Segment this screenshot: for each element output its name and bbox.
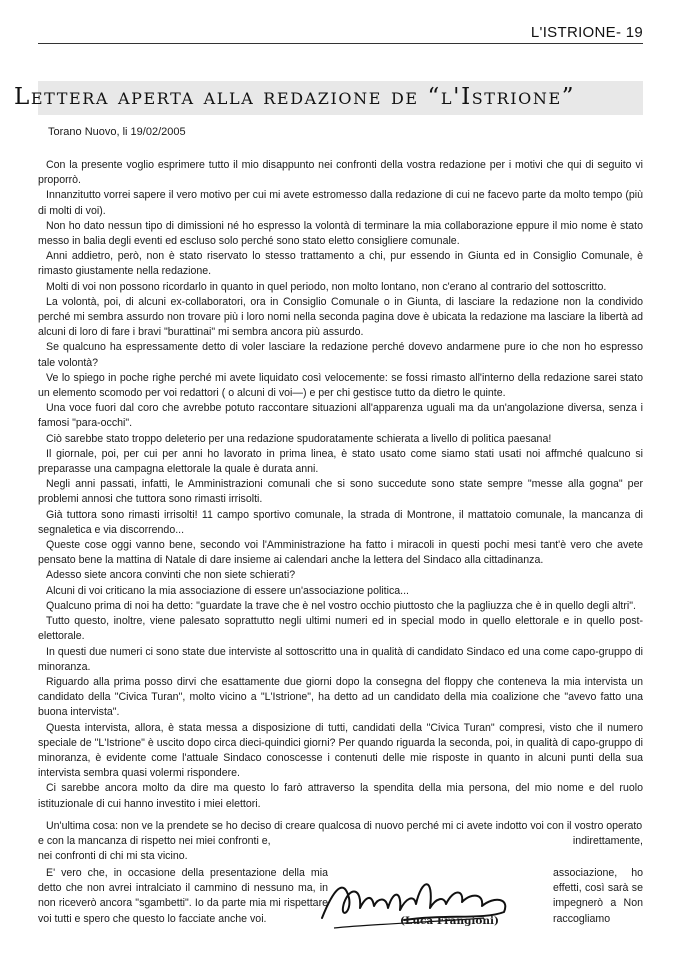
header-rule bbox=[38, 43, 643, 44]
body-paragraph: Se qualcuno ha espressamente detto di voler lasciare la redazione perché dovevo andarmene pure io che non ho espresso tale volontà? bbox=[38, 341, 643, 369]
body-paragraph: Queste cose oggi vanno bene, secondo voi l'Amministrazione ha fatto i miracoli in questi pochi mesi tant'è vero che avete pensato bene la mattina di Natale di dare insieme ai calendari anche la lettera del Sindaco alla cittadinanza. bbox=[38, 539, 643, 567]
body-paragraph: In questi due numeri ci sono state due interviste al sottoscritto una in qualità di candidato Sindaco ed una come capo-gruppo di minoranza. bbox=[38, 645, 643, 673]
body-paragraph: Adesso siete ancora convinti che non siete schierati? bbox=[46, 569, 296, 582]
closing-left-text: E' vero che, in occasione della presentazione della mia detto che non avrei intralciato il cammino di nessuno ma, in non riceverò ancora "sgambetti". Io da parte mia mi rispettare voi tutti e spero che questo lo facciate anche voi. bbox=[38, 867, 328, 925]
body-paragraph: Riguardo alla prima posso dirvi che esattamente due giorni dopo la consegna del floppy che conteneva la mia intervista un candidato della "Civica Turan", molto vicino a "L'Istrione", ha detto ad un candidato della mia coalizione che "avevo fatto una buona intervista". bbox=[38, 675, 643, 719]
body-paragraph: Ci sarebbe ancora molto da dire ma questo lo farò attraverso la spendita della mia persona, del mio nome e del ruolo istituzionale di cui hanno investito i miei elettori. bbox=[38, 782, 643, 810]
letter-date: Torano Nuovo, li 19/02/2005 bbox=[48, 126, 186, 138]
closing-right-column bbox=[553, 866, 643, 927]
body-paragraph: Anni addietro, però, non è stato riservato lo stesso trattamento a chi, pur essendo in Giunta ed in Consiglio Comunale, è rimasto giustamente nella redazione. bbox=[38, 250, 643, 278]
body-paragraph: Con la presente voglio esprimere tutto il mio disappunto nei confronti della vostra redazione per i motivi che qui di seguito vi proporrò. bbox=[38, 159, 643, 187]
body-paragraph: Già tuttora sono rimasti irrisolti! 11 campo sportivo comunale, la strada di Montrone, il mattatoio comunale, la mancanza di segnaletica e via discorrendo... bbox=[38, 508, 643, 536]
body-paragraph: Ve lo spiego in poche righe perché mi avete liquidato così velocemente: se fossi rimasto all'interno della redazione sarei stato un elemento scomodo per voi redattori ( o alcuni di voi—) e per chi gestisce tutto da dietro le quinte. bbox=[38, 371, 643, 400]
article-title: Lettera aperta alla redazione de “l'Istrione” bbox=[14, 84, 576, 110]
letter-body bbox=[38, 158, 643, 812]
body-paragraph: Alcuni di voi criticano la mia associazione di essere un'associazione politica... bbox=[46, 584, 409, 597]
final-paragraph-lead-end: indirettamente, bbox=[572, 835, 643, 848]
body-paragraph: Una voce fuori dal coro che avrebbe potuto raccontare situazioni all'apparenza uguali ma da un'angolazione diversa, senza i famosi "para-occhi". bbox=[38, 402, 643, 430]
final-paragraph-tail: nei confronti di chi mi sta vicino. bbox=[38, 850, 188, 863]
body-paragraph: Il giornale, poi, per cui per anni ho lavorato in prima linea, è stato usato come siamo stati usati noi affmché qualcuno si preparasse una campagna elettorale la quale è durata anni. bbox=[38, 447, 643, 476]
final-paragraph-lead: Un'ultima cosa: non ve la prendete se ho deciso di creare qualcosa di nuovo perché mi ci avete indotto voi con il vostro operato e con la mancanza di rispetto nei miei confronti e, bbox=[38, 820, 643, 848]
body-paragraph: Molti di voi non possono ricordarlo in quanto in quel periodo, non molto lontano, non c'erano al contrario del sottoscritto. bbox=[46, 280, 607, 293]
signature-name: (Luca Frangioni) bbox=[400, 915, 500, 927]
running-header bbox=[38, 22, 643, 44]
body-paragraph: Non ho dato nessun tipo di dimissioni né ho espresso la volontà di terminare la mia collaborazione eppure il mio nome è stato messo in balia degli eventi ed escluso solo perché sono stato eletto consigliere comunale. bbox=[38, 219, 643, 248]
body-paragraph: Qualcuno prima di noi ha detto: "guardate la trave che è nel vostro occhio piuttosto che la pagliuzza che è in quello degli altri". bbox=[46, 599, 636, 612]
page-header-label: L'ISTRIONE- 19 bbox=[530, 24, 643, 41]
body-paragraph: Negli anni passati, infatti, le Amministrazioni comunali che si sono succedute sono state sempre "messe alla gogna" per problemi annosi che tuttora sono rimasti irrisolti. bbox=[38, 478, 643, 506]
body-paragraph: Questa intervista, allora, è stata messa a disposizione di tutti, candidati della "Civica Turan" compresi, visto che il numero speciale de "L'Istrione" è uscito dopo circa dieci-quindici giorni? Per quando riguarda la seconda, poi, in qualità di capo-gruppo di minoranza, è evidente come l'attuale Sindaco conoscesse i contenuti delle mie risposte in quanto in alcuni punti della sua intervista sembra quasi volermi rispondere. bbox=[38, 721, 643, 780]
body-paragraph: Ciò sarebbe stato troppo deleterio per una redazione spudoratamente schierata a livello di politica paesana! bbox=[46, 432, 552, 445]
closing-right-text: associazione, ho effetti, così sarà se impegnerò a Non raccogliamo bbox=[553, 867, 643, 925]
body-paragraph: Innanzitutto vorrei sapere il vero motivo per cui mi avete estromesso dalla redazione di cui ne facevo parte da molto tempo (più di molti di voi). bbox=[38, 189, 643, 217]
closing-left-column bbox=[38, 866, 328, 927]
body-paragraph: Tutto questo, inoltre, viene palesato soprattutto negli ultimi numeri ed in special modo in quello elettorale e in quello post-elettorale. bbox=[38, 615, 643, 643]
body-paragraph: La volontà, poi, di alcuni ex-collaboratori, ora in Consiglio Comunale o in Giunta, di lasciare la redazione non la condivido perché mi sembra assurdo non trovare più i loro nomi nella seconda pagina dove è ubicata la redazione ma lasciare la libertà ad alcuni di loro di fare i bravi "burattinai" mi sembra ancora più assurdo. bbox=[38, 295, 643, 339]
